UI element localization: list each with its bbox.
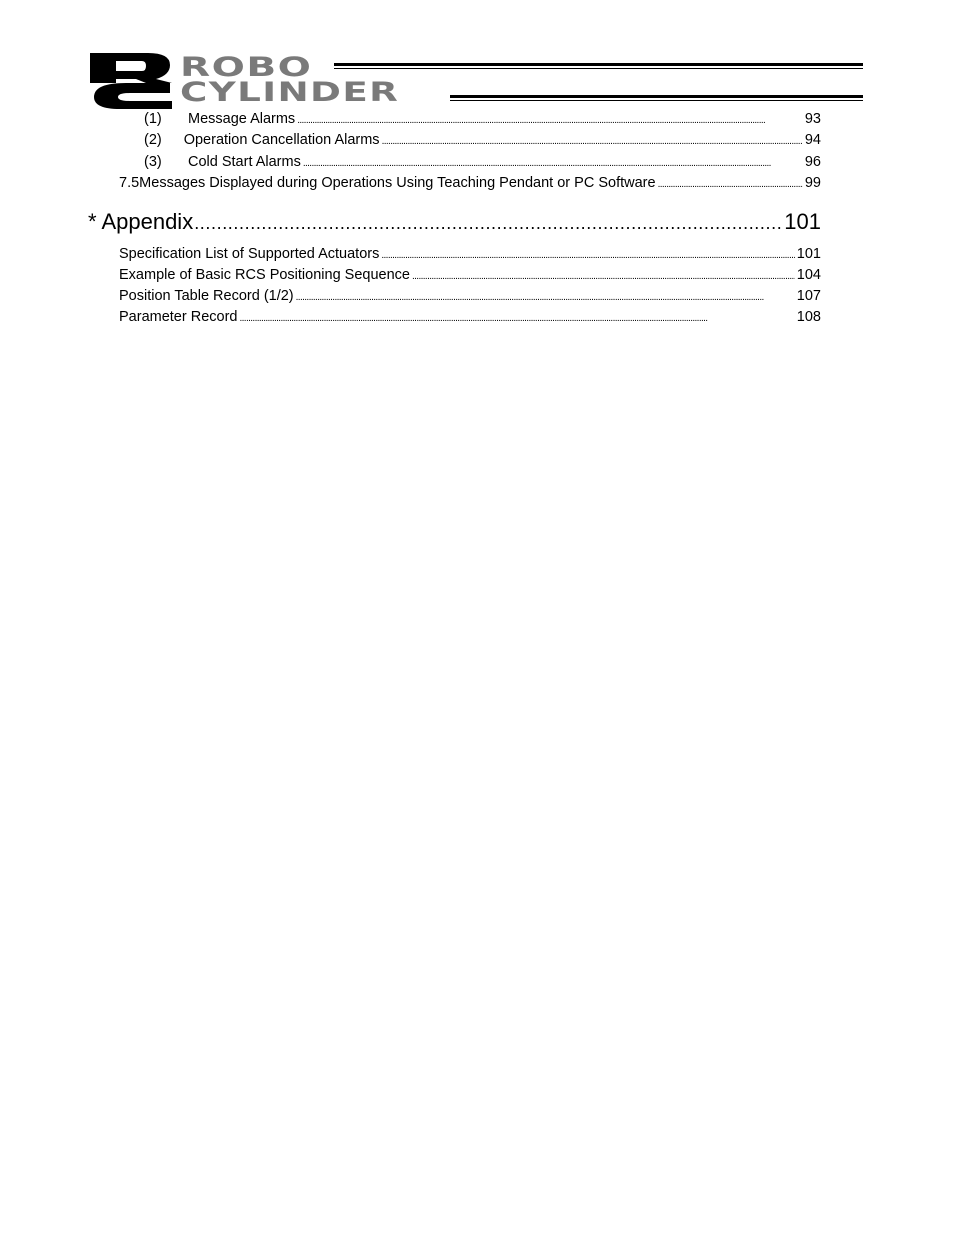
- toc-entry-page: 99: [804, 175, 821, 191]
- toc-appendix-page: 101: [784, 209, 821, 234]
- toc-entry-title: Position Table Record (1/2): [119, 288, 294, 304]
- page-header: [0, 0, 954, 112]
- toc-dot-leader: [296, 287, 795, 307]
- toc-entry-title: Example of Basic RCS Positioning Sequence: [119, 267, 410, 283]
- header-rule-top: [334, 63, 863, 66]
- toc-entry-title: Message Alarms: [188, 111, 296, 127]
- toc-dot-leader: [381, 245, 794, 265]
- toc-dot-leader: [658, 174, 803, 194]
- toc-entry-title: Operation Cancellation Alarms: [183, 132, 380, 148]
- header-rule-top-thin: [334, 68, 863, 69]
- toc-entry-title: Parameter Record: [119, 309, 238, 325]
- toc-entry-page: 107: [796, 288, 821, 304]
- logo-wordmark-cylinder: CYLINDER: [180, 77, 400, 108]
- toc-entry-page: 96: [804, 154, 821, 170]
- toc-dot-leader: [382, 131, 803, 151]
- toc-entry-number: 7.5: [119, 175, 140, 191]
- toc-dot-leader: [239, 308, 794, 328]
- toc-appendix-entry[interactable]: [119, 287, 821, 307]
- toc-entry-title: Specification List of Supported Actuators: [119, 246, 380, 262]
- toc-entry[interactable]: [144, 153, 821, 173]
- toc-appendix-title: * Appendix: [88, 209, 194, 234]
- toc-entry-number: (2): [144, 132, 162, 148]
- rc-logo-icon: [90, 53, 174, 109]
- toc-entry[interactable]: [119, 174, 821, 194]
- toc-appendix-entry[interactable]: [119, 245, 821, 265]
- header-rule-bottom: [450, 95, 863, 98]
- toc-entry-number: (3): [144, 154, 162, 170]
- toc-entry[interactable]: [144, 110, 821, 130]
- toc-dot-leader: [297, 110, 803, 130]
- logo-wordmark-robo: ROBO: [180, 52, 313, 83]
- toc-entry-page: 94: [804, 132, 821, 148]
- toc-appendix-entry[interactable]: [119, 308, 821, 328]
- toc-dot-leader: [412, 266, 795, 286]
- toc-entry-page: 101: [796, 246, 821, 262]
- toc-entry-number: (1): [144, 111, 162, 127]
- toc-entry-page: 108: [796, 309, 821, 325]
- toc-appendix-entry[interactable]: [119, 266, 821, 286]
- toc-dot-leader: [303, 153, 803, 173]
- toc-entry-title: Messages Displayed during Operations Using Teaching Pendant or PC Software: [139, 175, 656, 191]
- toc-entry[interactable]: [144, 131, 821, 151]
- toc-entry-title: Cold Start Alarms: [188, 154, 301, 170]
- toc-dot-leader: [194, 209, 783, 236]
- toc-entry-page: 104: [796, 267, 821, 283]
- toc-entry-page: 93: [804, 111, 821, 127]
- header-rule-bottom-thin: [450, 100, 863, 101]
- toc-appendix-heading[interactable]: [88, 209, 821, 236]
